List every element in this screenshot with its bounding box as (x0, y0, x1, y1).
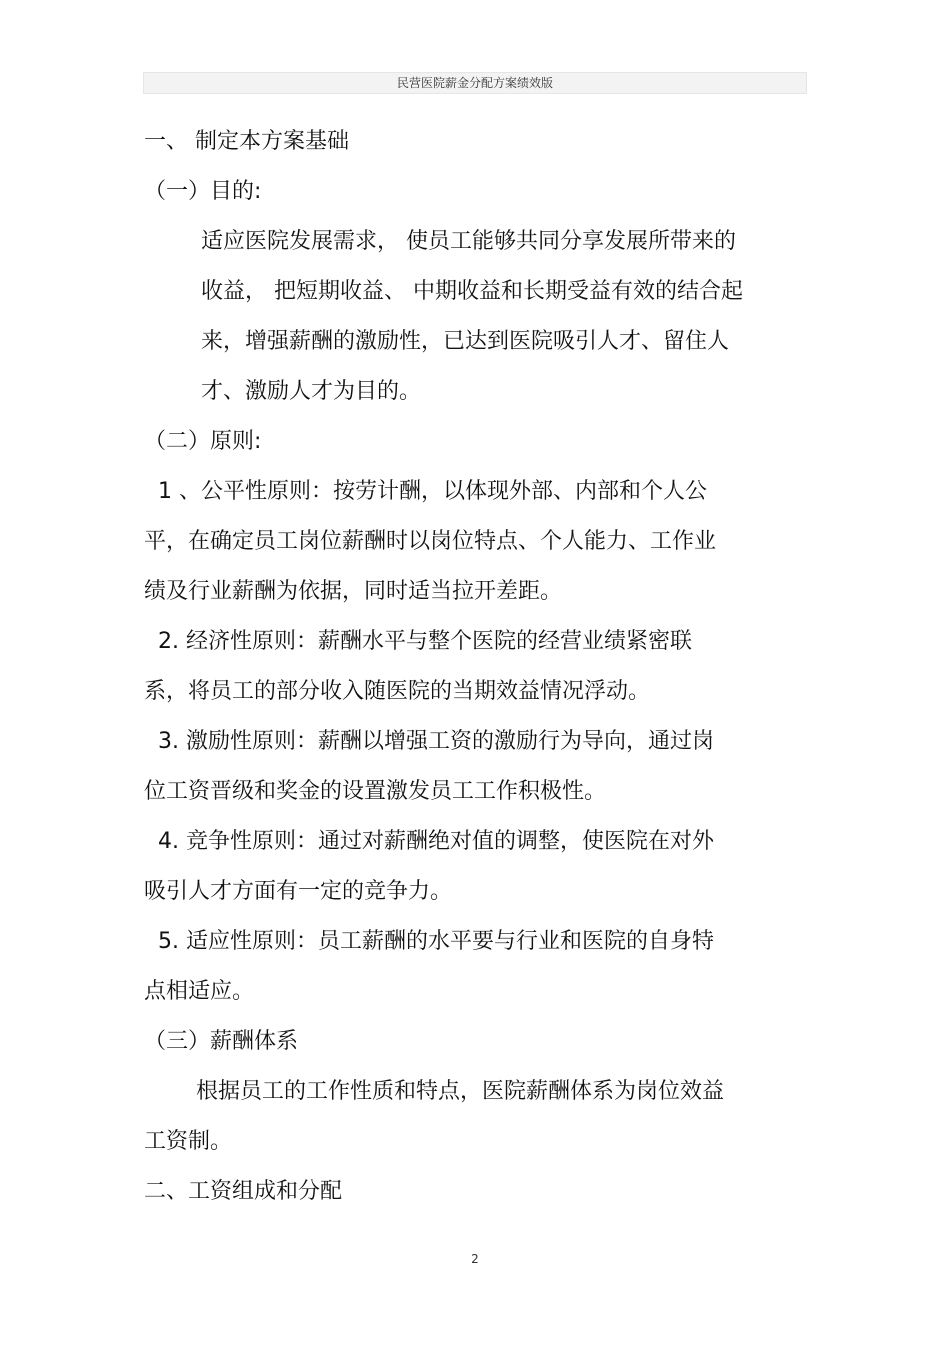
paragraph-line: 系，将员工的部分收入随医院的当期效益情况浮动。 (144, 679, 651, 704)
section-heading-1: 一、 制定本方案基础 (144, 129, 349, 154)
paragraph-line: 来，增强薪酬的激励性，已达到医院吸引人才、留住人 (201, 329, 730, 354)
subsection-pay-system: （三）薪酬体系 (144, 1029, 299, 1054)
paragraph-line: 适应医院发展需求， 使员工能够共同分享发展所带来的 (201, 229, 736, 254)
paragraph-line: 2. 经济性原则：薪酬水平与整个医院的经营业绩紧密联 (158, 629, 692, 654)
subsection-principles: （二）原则: (144, 429, 262, 454)
paragraph-line: 位工资晋级和奖金的设置激发员工工作积极性。 (144, 779, 607, 804)
paragraph-line: 根据员工的工作性质和特点，医院薪酬体系为岗位效益 (196, 1079, 725, 1104)
running-header: 民营医院薪金分配方案绩效版 (143, 72, 807, 94)
page-number: 2 (471, 1252, 479, 1266)
paragraph-line: 平，在确定员工岗位薪酬时以岗位特点、个人能力、工作业 (144, 529, 717, 554)
paragraph-line: 才、激励人才为目的。 (201, 379, 422, 404)
paragraph-line: 吸引人才方面有一定的竞争力。 (144, 879, 453, 904)
paragraph-line: 3. 激励性原则：薪酬以增强工资的激励行为导向，通过岗 (158, 729, 714, 754)
paragraph-line: 工资制。 (144, 1129, 233, 1154)
section-heading-2: 二、工资组成和分配 (144, 1179, 343, 1204)
paragraph-line: 5. 适应性原则：员工薪酬的水平要与行业和医院的自身特 (158, 929, 714, 954)
paragraph-line: 4. 竞争性原则：通过对薪酬绝对值的调整，使医院在对外 (158, 829, 714, 854)
paragraph-line: 1 、公平性原则：按劳计酬，以体现外部、内部和个人公 (158, 479, 707, 504)
subsection-purpose: （一）目的: (144, 179, 262, 204)
paragraph-line: 收益， 把短期收益、 中期收益和长期受益有效的结合起 (201, 279, 743, 304)
paragraph-line: 绩及行业薪酬为依据，同时适当拉开差距。 (144, 579, 563, 604)
paragraph-line: 点相适应。 (144, 979, 255, 1004)
